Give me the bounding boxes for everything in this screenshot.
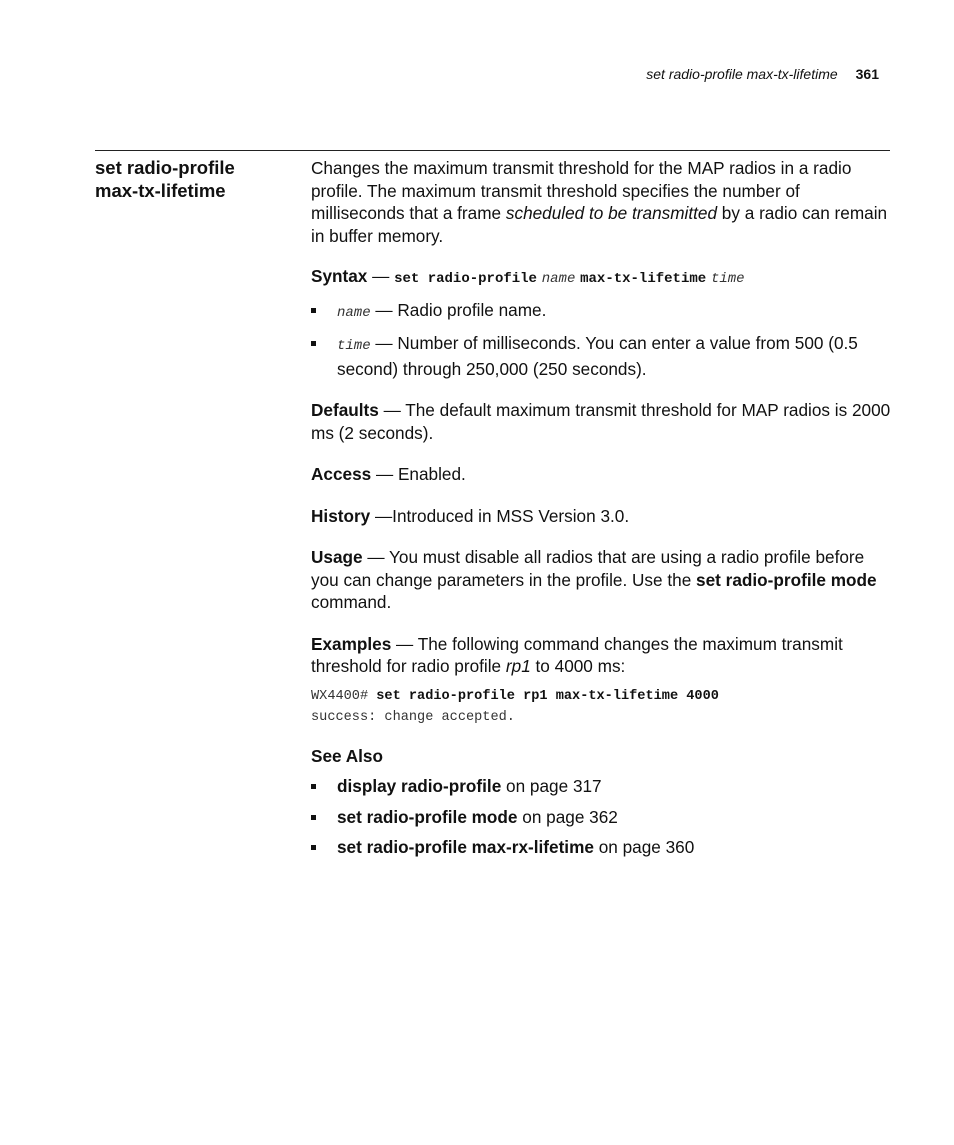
usage-command: set radio-profile mode — [696, 569, 877, 590]
intro-italic: scheduled to be transmitted — [505, 203, 718, 223]
history-label: History — [311, 505, 371, 526]
see-also-page-ref: on page 362 — [517, 806, 618, 827]
intro-text-end: by a radio can remain in buffer memory. — [311, 203, 888, 246]
list-item — [311, 806, 891, 829]
history-text: —Introduced in MSS Version 3.0. — [370, 505, 630, 526]
syntax-dash: — — [367, 266, 395, 286]
param-desc: — Number of milliseconds. You can enter a value from 500 (0.5 second) through 250,000 (250 seconds). — [337, 333, 858, 379]
see-also-page-ref: on page 360 — [593, 837, 695, 857]
code-command: set radio-profile rp1 max-tx-lifetime 4000 — [376, 688, 719, 704]
param-name: time — [337, 338, 371, 354]
access-label: Access — [311, 464, 372, 484]
syntax-arg-1: name — [541, 271, 576, 287]
bullet-icon — [311, 815, 316, 820]
syntax-line — [311, 265, 891, 291]
defaults-text: — The default maximum transmit threshold for MAP radios is 2000 ms (2 seconds). — [311, 400, 891, 443]
examples-label: Examples — [311, 633, 392, 654]
see-also-link[interactable]: set radio-profile mode — [337, 806, 518, 827]
see-also-heading: See Also — [311, 745, 383, 766]
list-item — [311, 332, 891, 380]
running-header — [646, 66, 879, 82]
intro-paragraph — [311, 157, 891, 247]
page-number: 361 — [855, 66, 879, 82]
examples-italic: rp1 — [505, 656, 531, 676]
list-item — [311, 299, 891, 325]
history-paragraph — [311, 505, 891, 528]
example-code-block — [311, 686, 891, 728]
code-prompt: WX4400# — [311, 688, 377, 704]
usage-text-end: command. — [311, 592, 392, 612]
see-also-link[interactable]: display radio-profile — [337, 776, 502, 796]
param-name: name — [337, 304, 371, 321]
access-paragraph — [311, 463, 891, 486]
running-title: set radio-profile max-tx-lifetime — [646, 66, 838, 82]
bullet-icon — [311, 308, 316, 313]
defaults-paragraph — [311, 399, 891, 444]
usage-text: — You must disable all radios that are using a radio profile before you can change parameters in the profile. Use the — [311, 547, 865, 590]
intro-text: Changes the maximum transmit threshold for the MAP radios in a radio profile. The maximum transmit threshold specifies the number of milliseconds that a frame — [311, 158, 852, 223]
param-desc: — Radio profile name. — [370, 299, 547, 320]
section-title — [95, 157, 295, 202]
see-also-link[interactable]: set radio-profile max-rx-lifetime — [337, 837, 594, 857]
code-line-command — [311, 686, 891, 707]
examples-text-end: to 4000 ms: — [530, 656, 626, 676]
syntax-command-2: max-tx-lifetime — [580, 271, 707, 287]
syntax-params-list — [311, 299, 891, 381]
syntax-command-1: set radio-profile — [394, 271, 537, 287]
bullet-icon — [311, 845, 316, 850]
see-also-list — [311, 775, 891, 859]
list-item — [311, 775, 891, 798]
section-title-line1: set radio-profile — [95, 157, 235, 178]
access-text: — Enabled. — [371, 464, 466, 484]
code-output: success: change accepted. — [311, 709, 515, 725]
main-content — [311, 157, 891, 859]
examples-text: — The following command changes the maximum transmit threshold for radio profile — [311, 633, 843, 676]
usage-label: Usage — [311, 547, 363, 567]
section-rule — [95, 150, 890, 151]
defaults-label: Defaults — [311, 400, 379, 420]
see-also-page-ref: on page 317 — [501, 776, 602, 796]
usage-paragraph — [311, 546, 891, 614]
syntax-arg-2: time — [710, 271, 745, 287]
syntax-label: Syntax — [311, 266, 368, 286]
list-item — [311, 836, 891, 859]
section-title-line2: max-tx-lifetime — [95, 179, 226, 201]
bullet-icon — [311, 784, 316, 789]
bullet-icon — [311, 341, 316, 346]
examples-paragraph — [311, 633, 891, 678]
